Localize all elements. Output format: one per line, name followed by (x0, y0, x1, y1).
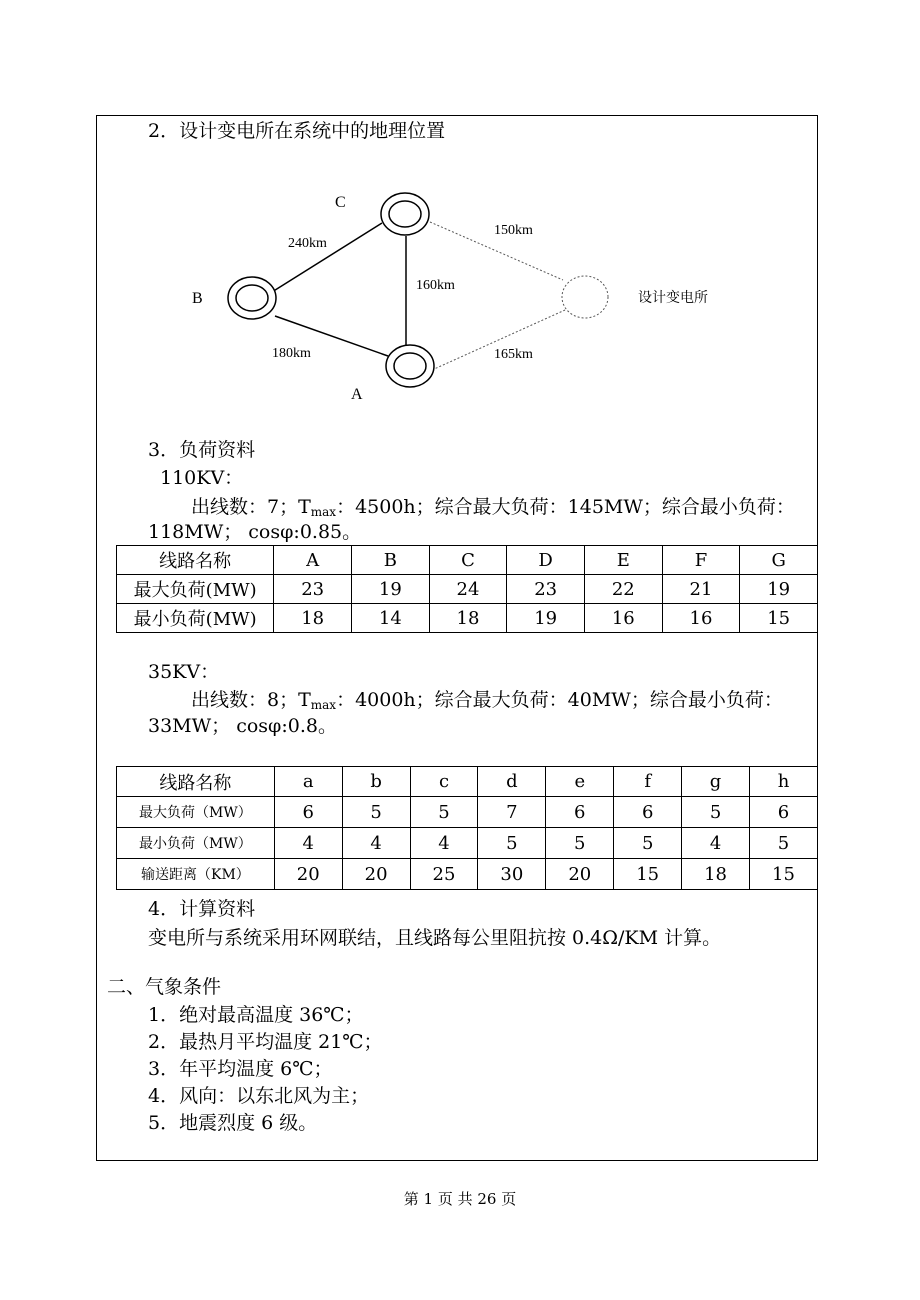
table-cell: 25 (410, 859, 478, 890)
table-header-cell: D (507, 546, 585, 575)
table-cell: 5 (342, 797, 410, 828)
list-item: 4．风向：以东北风为主； (148, 1085, 370, 1107)
table-header-cell: B (352, 546, 430, 575)
table-row (117, 604, 818, 633)
table-header-cell: a (274, 767, 342, 797)
table-cell: 5 (750, 828, 818, 859)
table-cell: 4 (342, 828, 410, 859)
table-cell: 14 (352, 604, 430, 633)
table-cell: 18 (429, 604, 507, 633)
table-cell: 23 (507, 575, 585, 604)
node-design (562, 276, 608, 318)
node-a (386, 345, 434, 387)
table-row (117, 797, 818, 828)
table-cell: 18 (682, 859, 750, 890)
label-design-station: 设计变电所 (638, 291, 708, 306)
section3-heading: 3．负荷资料 (148, 439, 256, 461)
page-footer: 第 1 页 共 26 页 (403, 1190, 517, 1208)
table-header-cell: 线路名称 (117, 767, 275, 797)
table-cell: 5 (410, 797, 478, 828)
table-cell: 16 (584, 604, 662, 633)
table-header-cell: g (682, 767, 750, 797)
table-header-cell: 线路名称 (117, 546, 274, 575)
table-cell: 7 (478, 797, 546, 828)
table-header-cell: b (342, 767, 410, 797)
node-c (381, 193, 429, 235)
table-cell: 23 (274, 575, 352, 604)
label-node-a: A (351, 386, 363, 403)
table-cell: 20 (274, 859, 342, 890)
table-header-cell: C (429, 546, 507, 575)
node-b (228, 277, 276, 319)
table-header-cell: G (740, 546, 818, 575)
table-cell: 15 (750, 859, 818, 890)
list-item: 3．年平均温度 6℃； (148, 1058, 333, 1080)
table-cell: 6 (274, 797, 342, 828)
label-edge-c-design: 150km (494, 223, 533, 238)
table-header-cell: A (274, 546, 352, 575)
table-cell: 20 (546, 859, 614, 890)
table-header-row (117, 767, 818, 797)
table-header-cell: h (750, 767, 818, 797)
location-diagram (0, 0, 920, 420)
table-cell: 5 (682, 797, 750, 828)
kv110-desc2: 118MW； cosφ:0.85。 (148, 521, 362, 543)
table-cell: 最大负荷（MW） (117, 797, 275, 828)
table-cell: 15 (740, 604, 818, 633)
table-cell: 18 (274, 604, 352, 633)
table-header-cell: f (614, 767, 682, 797)
table-cell: 最小负荷（MW） (117, 828, 275, 859)
table-cell: 30 (478, 859, 546, 890)
list-item: 2．最热月平均温度 21℃； (148, 1031, 383, 1053)
kv110-table (116, 545, 818, 633)
label-edge-a-design: 165km (494, 347, 533, 362)
label-edge-bc: 240km (288, 236, 327, 251)
table-cell: 5 (478, 828, 546, 859)
label-node-c: C (335, 194, 346, 211)
table-cell: 5 (614, 828, 682, 859)
table-header-cell: F (662, 546, 740, 575)
section4-text: 变电所与系统采用环网联结，且线路每公里阻抗按 0.4Ω/KM 计算。 (148, 927, 722, 949)
table-cell: 最小负荷(MW) (117, 604, 274, 633)
table-cell: 6 (614, 797, 682, 828)
section4-heading: 4．计算资料 (148, 898, 256, 920)
table-header-cell: E (584, 546, 662, 575)
table-cell: 6 (750, 797, 818, 828)
table-cell: 24 (429, 575, 507, 604)
table-cell: 15 (614, 859, 682, 890)
kv110-title: 110KV： (160, 467, 244, 489)
table-row (117, 575, 818, 604)
table-cell: 22 (584, 575, 662, 604)
table-cell: 19 (352, 575, 430, 604)
table-cell: 输送距离（KM） (117, 859, 275, 890)
part2-heading: 二、气象条件 (107, 976, 222, 998)
table-cell: 4 (682, 828, 750, 859)
table-cell: 5 (546, 828, 614, 859)
kv110-desc: 出线数：7；$T_{max}$：4500h；综合最大负荷：145MW；综合最小负荷： (191, 496, 795, 519)
table-cell: 4 (274, 828, 342, 859)
table-cell: 最大负荷(MW) (117, 575, 274, 604)
table-header-cell: d (478, 767, 546, 797)
table-cell: 4 (410, 828, 478, 859)
edge-b-c (272, 223, 382, 292)
kv35-desc2: 33MW； cosφ:0.8。 (148, 715, 337, 737)
table-row (117, 828, 818, 859)
list-item: 1．绝对最高温度 36℃； (148, 1004, 364, 1026)
table-header-cell: e (546, 767, 614, 797)
table-cell: 16 (662, 604, 740, 633)
table-cell: 19 (740, 575, 818, 604)
table-cell: 20 (342, 859, 410, 890)
section2-heading: 2．设计变电所在系统中的地理位置 (148, 120, 446, 142)
kv35-table (116, 766, 818, 890)
kv35-desc: 出线数：8；$T_{max}$：4000h；综合最大负荷：40MW；综合最小负荷： (191, 689, 783, 712)
table-cell: 21 (662, 575, 740, 604)
kv35-title: 35KV： (148, 661, 220, 683)
table-header-cell: c (410, 767, 478, 797)
table-header-row (117, 546, 818, 575)
table-cell: 6 (546, 797, 614, 828)
table-cell: 19 (507, 604, 585, 633)
label-edge-ba: 180km (272, 346, 311, 361)
table-row (117, 859, 818, 890)
label-node-b: B (192, 290, 203, 307)
label-edge-ca: 160km (416, 278, 455, 293)
list-item: 5．地震烈度 6 级。 (148, 1112, 318, 1134)
